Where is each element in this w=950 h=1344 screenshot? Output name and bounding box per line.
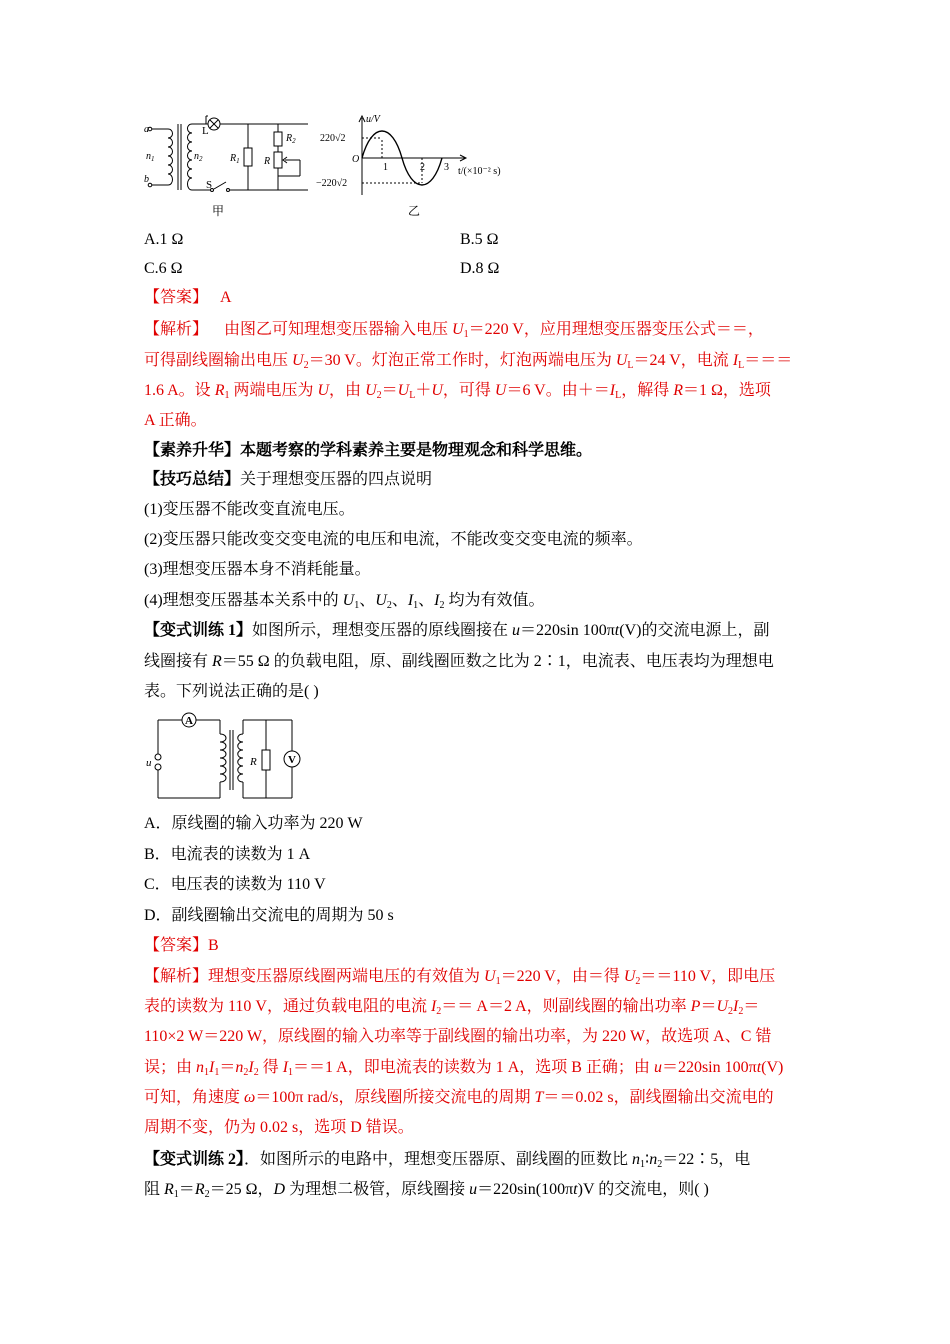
q1-analysis-line-1: 【解析】 由图乙可知理想变压器输入电压 $U_1=220$ V，应用理想变压器变压公式＝＝，	[144, 321, 764, 340]
q1-option-a: A.1 Ω	[144, 231, 184, 248]
terminal-a-label: a	[144, 124, 149, 135]
variant1-u-label: u	[146, 757, 152, 769]
variant1-analysis-line-1: 【解析】理想变压器原线圈两端电压的有效值为 $U_1=220$ V，由＝得 $U_2==110$ V，即电压	[144, 968, 776, 987]
variant1-line-1: 【变式训练 1】如图所示，理想变压器的原线圈接在 u＝220sin 100πt(V)的交流电源上，副	[144, 622, 770, 639]
q1-analysis-line-3: 1.6 A。设 $R_1$ 两端电压为 U，由 $U_2=U_L+U$，可得 U＝6 V。由$+=I_L$，解得 R＝1 Ω，选项	[144, 382, 771, 401]
figure-yi-label: 乙	[408, 204, 421, 218]
variant1-option-b: B．电流表的读数为 1 A	[144, 846, 311, 863]
lamp-label: L	[202, 125, 209, 137]
variant1-analysis-line-5: 可知，角速度 ω＝100π rad/s，原线圈所接交流电的周期 T＝＝0.02 s，副线圈输出交流电的	[144, 1089, 774, 1106]
voltmeter-icon: V	[288, 754, 296, 766]
tips-point-4: (4)理想变压器基本关系中的 $U_1$、$U_2$、$I_1$、$I_2$ 均为有效值。	[144, 592, 545, 611]
y-top-label: 220√2	[320, 133, 346, 144]
r2-label: $R_2$	[286, 133, 296, 145]
variant1-analysis-line-6: 周期不变，仍为 0.02 s，选项 D 错误。	[144, 1119, 414, 1136]
variant1-answer: 【答案】B	[144, 937, 219, 954]
variant1-option-d: D．副线圈输出交流电的周期为 50 s	[144, 907, 394, 924]
tick-3: 3	[444, 162, 449, 173]
variant1-line-3: 表。下列说法正确的是( )	[144, 683, 319, 700]
tick-1: 1	[383, 162, 388, 173]
q1-analysis-line-4: A 正确。	[144, 412, 207, 429]
terminal-b-label: b	[144, 174, 149, 185]
variant1-line-2: 线圈接有 R＝55 Ω 的负载电阻，原、副线圈匝数之比为 2∶1，电流表、电压表均为理想电	[144, 653, 774, 670]
variant1-circuit-figure	[144, 710, 334, 805]
variant1-option-c: C．电压表的读数为 110 V	[144, 876, 326, 893]
variant2-line-2: 阻 $R_1=R_2=25$ Ω，D 为理想二极管，原线圈接 u＝220sin(100πt)V 的交流电，则( )	[144, 1181, 709, 1200]
n2-label: $n_2$	[194, 151, 203, 163]
y-bottom-label: −220√2	[316, 178, 348, 189]
r-label: R	[264, 156, 271, 167]
q1-analysis-line-2: 可得副线圈输出电压 $U_2=30$ V。灯泡正常工作时，灯泡两端电压为 $U_L=24$ V，电流 $I_L===$	[144, 352, 793, 371]
tips-title: 【技巧总结】关于理想变压器的四点说明	[144, 471, 433, 488]
origin-label: O	[352, 154, 360, 165]
tips-point-2: (2)变压器只能改变交变电流的电压和电流，不能改变交变电流的频率。	[144, 531, 643, 548]
variant1-analysis-line-4: 误；由 $n_1I_1=n_2I_2$ 得 $I_1==1$ A，即电流表的读数为 1 A，选项 B 正确；由 u＝220sin 100πt(V)	[144, 1059, 784, 1078]
tips-point-1: (1)变压器不能改变直流电压。	[144, 501, 355, 518]
figure-transformer-circuit-and-waveform	[140, 110, 540, 225]
variant1-analysis-line-3: 110×2 W＝220 W，原线圈的输入功率等于副线圈的输出功率，为 220 W，故选项 A、C 错	[144, 1028, 772, 1045]
variant2-line-1: 【变式训练 2】．如图所示的电路中，理想变压器原、副线圈的匝数比 $n_1∶n_2=22∶5$，电	[144, 1151, 751, 1170]
q1-option-b: B.5 Ω	[460, 231, 499, 248]
tips-point-3: (3)理想变压器本身不消耗能量。	[144, 561, 371, 578]
ammeter-icon: A	[185, 715, 193, 727]
r1-label: $R_1$	[230, 153, 240, 165]
n1-label: $n_1$	[146, 151, 155, 163]
variant1-r-label: R	[250, 756, 257, 768]
switch-label: S	[206, 179, 213, 191]
tick-2: 2	[420, 162, 425, 173]
variant1-analysis-line-2: 表的读数为 110 V，通过负载电阻的电流 $I_2== A=2$ A，则副线圈的输出功率 $P=U_2I_2=$	[144, 998, 760, 1017]
literacy-note: 【素养升华】本题考察的学科素养主要是物理观念和科学思维。	[144, 442, 593, 459]
q1-answer: 【答案】 A	[144, 289, 232, 306]
x-axis-label: t/(×10⁻² s)	[458, 166, 501, 177]
q1-option-d: D.8 Ω	[460, 260, 500, 277]
variant1-option-a: A．原线圈的输入功率为 220 W	[144, 815, 363, 832]
q1-option-c: C.6 Ω	[144, 260, 183, 277]
figure-jia-label: 甲	[212, 204, 225, 218]
y-axis-label: u/V	[366, 114, 380, 125]
